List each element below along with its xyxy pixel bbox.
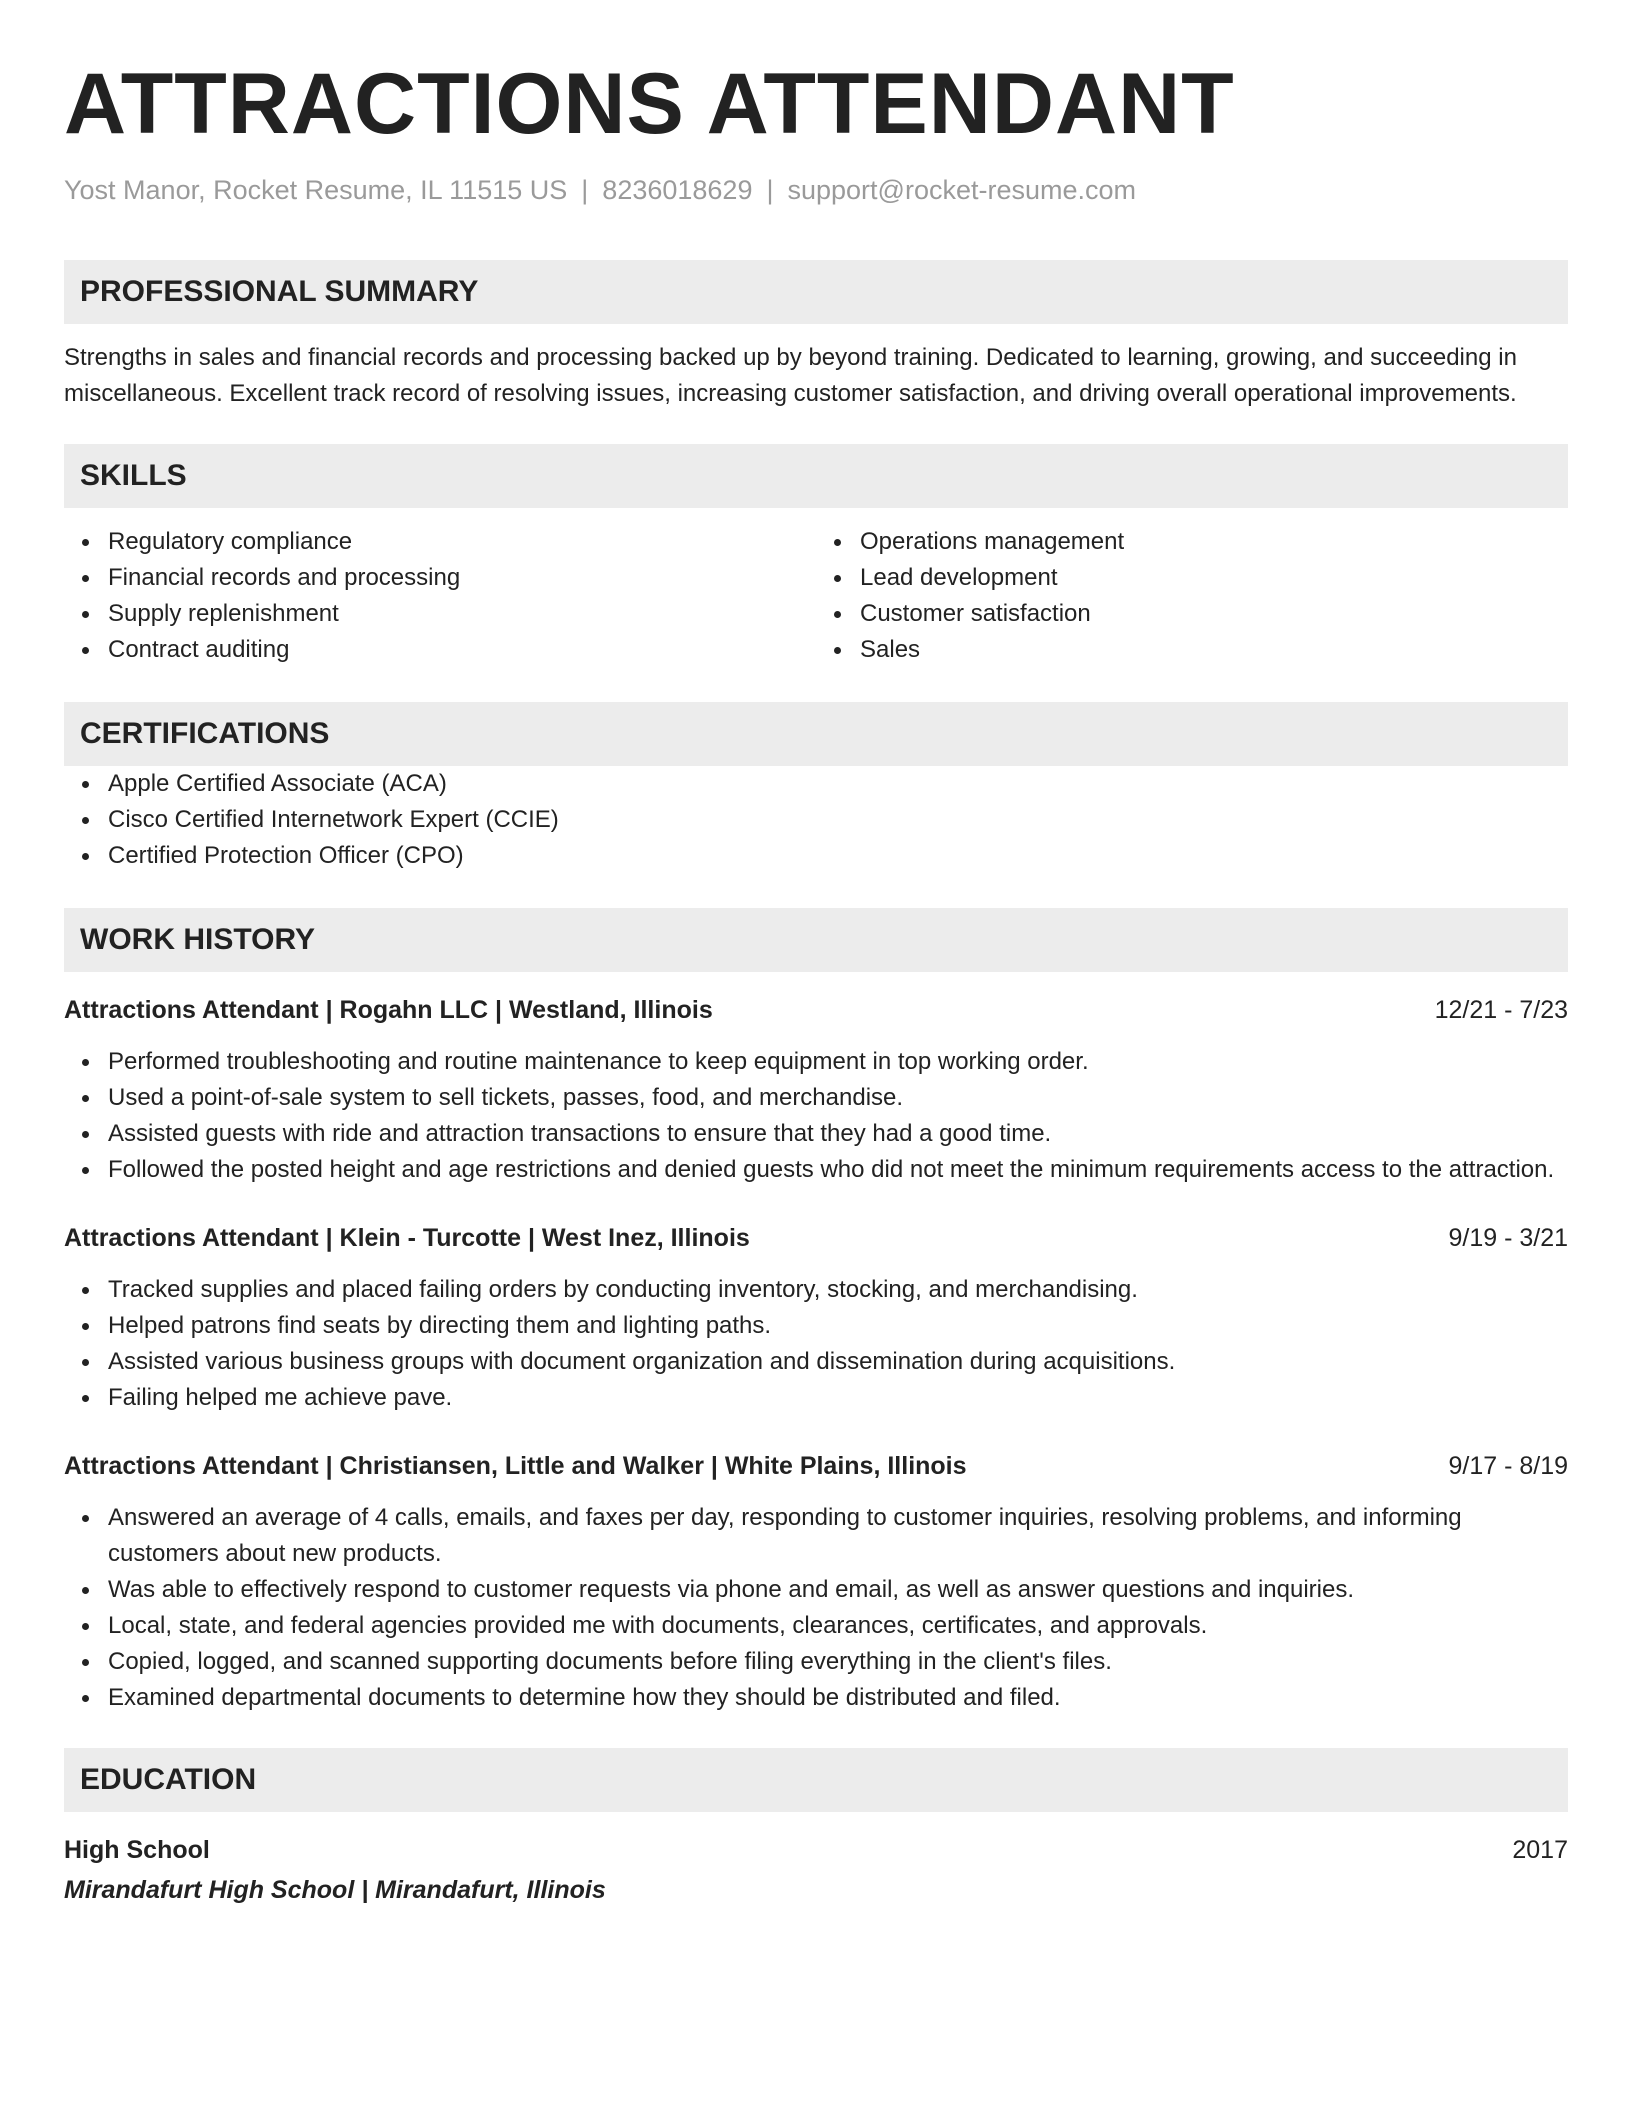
job-entry (64, 992, 1568, 1188)
job-title: Attractions Attendant | Rogahn LLC | Westland, Illinois (64, 996, 713, 1024)
job-bullet: Assisted guests with ride and attraction transactions to ensure that they had a good time. (64, 1116, 1568, 1152)
contact-address: Yost Manor, Rocket Resume, IL 11515 US (64, 175, 568, 205)
contact-separator: | (766, 175, 774, 205)
skill-item: Regulatory compliance (64, 524, 816, 560)
job-bullets (64, 1272, 1568, 1416)
education-degree: High School (64, 1836, 210, 1864)
job-bullet: Examined departmental documents to determine how they should be distributed and filed. (64, 1680, 1568, 1716)
job-dates: 9/19 - 3/21 (1448, 1224, 1568, 1252)
job-bullet: Used a point-of-sale system to sell tickets, passes, food, and merchandise. (64, 1080, 1568, 1116)
skill-item: Lead development (816, 560, 1568, 596)
contact-line (64, 172, 1568, 208)
contact-phone: 8236018629 (602, 175, 753, 205)
skills-list-left (64, 524, 816, 668)
skills-grid (64, 524, 1568, 668)
section-heading-skills: SKILLS (64, 444, 1568, 508)
skills-list-right (816, 524, 1568, 668)
job-bullets (64, 1500, 1568, 1716)
summary-text: Strengths in sales and financial records and processing backed up by beyond training. Dedicated to learning, growing, and succeeding in miscellaneous. Excellent track record of resolving issues, increasing customer satisfaction, and driving overall operational improvements. (64, 344, 1517, 407)
job-header (64, 1448, 1568, 1484)
certification-item: Certified Protection Officer (CPO) (64, 838, 1568, 874)
job-entry (64, 1220, 1568, 1416)
certifications-list (64, 766, 1568, 874)
skills-column-right (816, 524, 1568, 668)
job-bullet: Copied, logged, and scanned supporting documents before filing everything in the client's files. (64, 1644, 1568, 1680)
section-heading-work-history: WORK HISTORY (64, 908, 1568, 972)
job-bullet: Answered an average of 4 calls, emails, and faxes per day, responding to customer inquiries, resolving problems, and informing customers about new products. (64, 1500, 1568, 1572)
job-title: Attractions Attendant | Christiansen, Little and Walker | White Plains, Illinois (64, 1452, 967, 1480)
job-bullet: Helped patrons find seats by directing them and lighting paths. (64, 1308, 1568, 1344)
job-header (64, 992, 1568, 1028)
skill-item: Financial records and processing (64, 560, 816, 596)
job-bullet: Assisted various business groups with document organization and dissemination during acquisitions. (64, 1344, 1568, 1380)
job-entry (64, 1448, 1568, 1716)
education-school: Mirandafurt High School | Mirandafurt, Illinois (64, 1876, 606, 1904)
job-dates: 12/21 - 7/23 (1434, 996, 1568, 1024)
skill-item: Customer satisfaction (816, 596, 1568, 632)
skill-item: Operations management (816, 524, 1568, 560)
education-entry (64, 1832, 1568, 1908)
job-bullet: Was able to effectively respond to customer requests via phone and email, as well as answer questions and inquiries. (64, 1572, 1568, 1608)
contact-separator: | (581, 175, 589, 205)
education-header (64, 1832, 1568, 1868)
certification-item: Cisco Certified Internetwork Expert (CCIE) (64, 802, 1568, 838)
job-bullets (64, 1044, 1568, 1188)
education-year: 2017 (1512, 1836, 1568, 1864)
job-bullet: Tracked supplies and placed failing orders by conducting inventory, stocking, and merchandising. (64, 1272, 1568, 1308)
job-header (64, 1220, 1568, 1256)
skills-column-left (64, 524, 816, 668)
section-heading-education: EDUCATION (64, 1748, 1568, 1812)
skill-item: Contract auditing (64, 632, 816, 668)
job-title: Attractions Attendant | Klein - Turcotte | West Inez, Illinois (64, 1224, 750, 1252)
job-dates: 9/17 - 8/19 (1448, 1452, 1568, 1480)
job-bullet: Followed the posted height and age restrictions and denied guests who did not meet the minimum requirements access to the attraction. (64, 1152, 1568, 1188)
contact-email: support@rocket-resume.com (787, 175, 1137, 205)
certification-item: Apple Certified Associate (ACA) (64, 766, 1568, 802)
resume-name: ATTRACTIONS ATTENDANT (64, 56, 1235, 152)
section-heading-summary: PROFESSIONAL SUMMARY (64, 260, 1568, 324)
section-heading-certifications: CERTIFICATIONS (64, 702, 1568, 766)
skill-item: Supply replenishment (64, 596, 816, 632)
skill-item: Sales (816, 632, 1568, 668)
job-bullet: Local, state, and federal agencies provided me with documents, clearances, certificates, and approvals. (64, 1608, 1568, 1644)
job-bullet: Performed troubleshooting and routine maintenance to keep equipment in top working order. (64, 1044, 1568, 1080)
job-bullet: Failing helped me achieve pave. (64, 1380, 1568, 1416)
